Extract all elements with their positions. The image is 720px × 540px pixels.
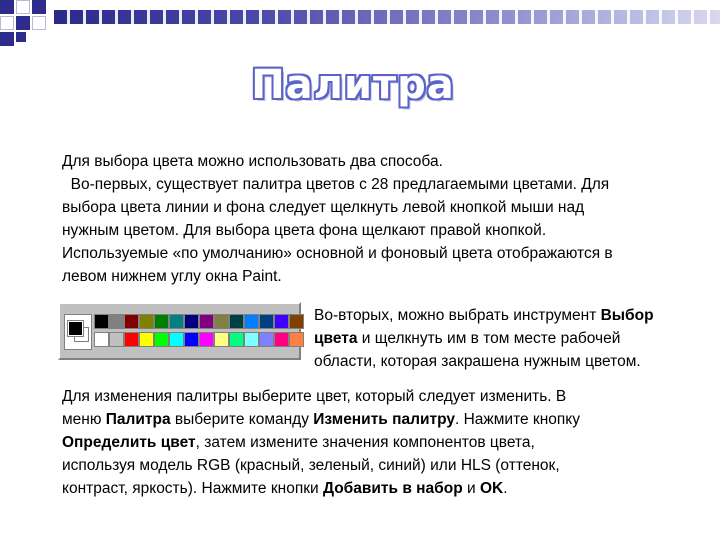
palette-color-swatch[interactable] bbox=[274, 314, 289, 329]
palette-color-swatch[interactable] bbox=[154, 332, 169, 347]
palette-color-swatch[interactable] bbox=[124, 332, 139, 347]
palette-color-swatch[interactable] bbox=[109, 332, 124, 347]
palette-color-swatch[interactable] bbox=[94, 332, 109, 347]
text: и bbox=[462, 480, 480, 497]
button-name-ok: OK bbox=[479, 480, 504, 497]
command-name: Изменить палитру bbox=[313, 411, 455, 428]
text: выберите команду bbox=[170, 411, 314, 428]
palette-color-swatch[interactable] bbox=[169, 332, 184, 347]
text: . Нажмите кнопку bbox=[454, 411, 580, 428]
palette-color-swatch[interactable] bbox=[139, 314, 154, 329]
paint-color-palette bbox=[58, 302, 301, 360]
intro-line: левом нижнем углу окна Paint. bbox=[62, 268, 282, 285]
palette-color-swatch[interactable] bbox=[229, 314, 244, 329]
palette-color-swatch[interactable] bbox=[244, 332, 259, 347]
edit-palette-line: Для изменения палитры выберите цвет, который следует изменить. В bbox=[62, 388, 567, 405]
palette-color-swatch[interactable] bbox=[259, 332, 274, 347]
slide-title: Палитра bbox=[251, 62, 455, 108]
palette-color-swatch[interactable] bbox=[139, 332, 154, 347]
intro-line: Для выбора цвета можно использовать два способа. bbox=[62, 153, 443, 170]
second-method-line bbox=[314, 304, 714, 327]
button-name-add: Добавить в набор bbox=[322, 480, 463, 497]
palette-color-swatch[interactable] bbox=[199, 332, 214, 347]
second-method-paragraph bbox=[314, 304, 714, 373]
edit-palette-line bbox=[62, 408, 707, 431]
palette-color-swatch[interactable] bbox=[289, 314, 304, 329]
text: . bbox=[503, 480, 508, 497]
palette-color-swatch[interactable] bbox=[244, 314, 259, 329]
intro-line: выбора цвета линии и фона следует щелкнуть левой кнопкой мыши над bbox=[62, 199, 585, 216]
palette-color-swatch[interactable] bbox=[259, 314, 274, 329]
text: меню bbox=[62, 411, 106, 428]
palette-color-swatch[interactable] bbox=[169, 314, 184, 329]
text: контраст, яркость). Нажмите кнопки bbox=[62, 480, 323, 497]
palette-color-swatch[interactable] bbox=[274, 332, 289, 347]
edit-palette-line: используя модель RGB (красный, зеленый, синий) или HLS (оттенок, bbox=[62, 457, 560, 474]
palette-color-swatch[interactable] bbox=[289, 332, 304, 347]
palette-color-swatch[interactable] bbox=[124, 314, 139, 329]
palette-color-swatch[interactable] bbox=[229, 332, 244, 347]
second-method-line: области, которая закрашена нужным цветом. bbox=[314, 353, 641, 370]
second-method-line bbox=[314, 327, 714, 350]
menu-name: Палитра bbox=[105, 411, 171, 428]
intro-line: нужным цветом. Для выбора цвета фона щелкают правой кнопкой. bbox=[62, 222, 547, 239]
palette-color-swatch[interactable] bbox=[184, 332, 199, 347]
palette-color-swatch[interactable] bbox=[214, 314, 229, 329]
text: , затем измените значения компонентов цвета, bbox=[195, 434, 535, 451]
intro-paragraph bbox=[62, 150, 707, 288]
header-stripes bbox=[54, 10, 720, 24]
button-name-define-color: Определить цвет bbox=[62, 434, 196, 451]
palette-color-swatch[interactable] bbox=[214, 332, 229, 347]
palette-color-swatch[interactable] bbox=[109, 314, 124, 329]
foreground-color-swatch[interactable] bbox=[68, 321, 83, 336]
edit-palette-paragraph bbox=[62, 385, 707, 500]
current-colors-box[interactable] bbox=[64, 314, 92, 350]
text: Во-вторых, можно выбрать инструмент bbox=[314, 307, 601, 324]
text: и щелкнуть им в том месте рабочей bbox=[357, 330, 621, 347]
intro-line: Используемые «по умолчанию» основной и фоновый цвета отображаются в bbox=[62, 245, 613, 262]
tool-name-part1: Выбор bbox=[600, 307, 654, 324]
palette-color-swatch[interactable] bbox=[94, 314, 109, 329]
edit-palette-line bbox=[62, 431, 707, 454]
tool-name-part2: цвета bbox=[314, 330, 358, 347]
palette-color-swatch[interactable] bbox=[154, 314, 169, 329]
palette-color-swatch[interactable] bbox=[199, 314, 214, 329]
intro-line: Во-первых, существует палитра цветов с 28 предлагаемыми цветами. Для bbox=[62, 176, 610, 193]
edit-palette-line bbox=[62, 477, 707, 500]
palette-color-swatch[interactable] bbox=[184, 314, 199, 329]
